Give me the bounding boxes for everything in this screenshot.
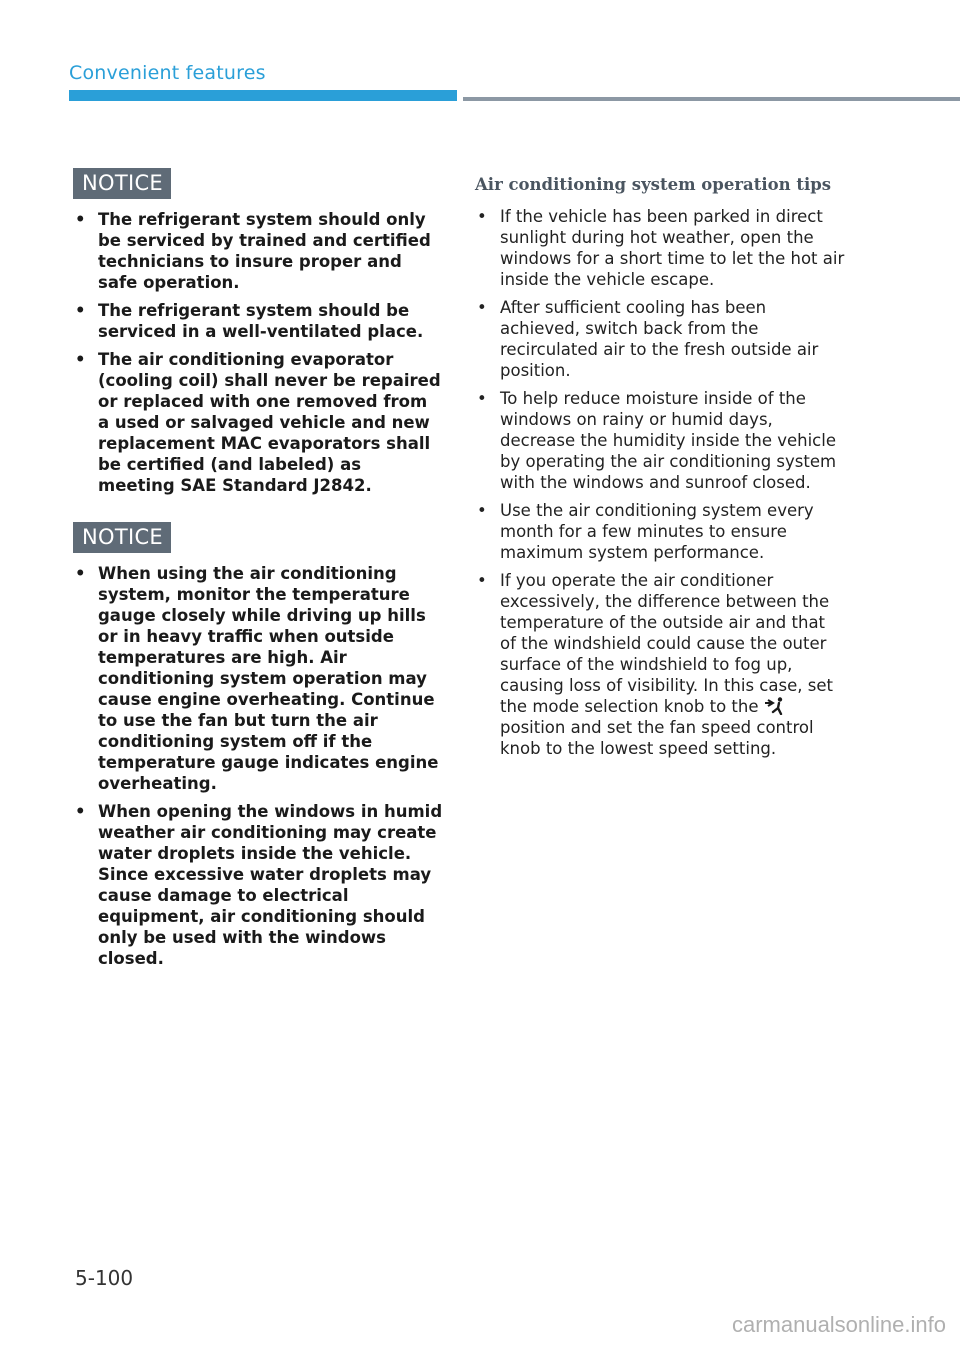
- page-number: 5-100: [75, 1266, 134, 1290]
- notice-item: • The air conditioning evaporator (cooling coil) shall never be repaired or replaced with one removed from a used or salvaged vehicle and new replacement MAC evaporators shall be certified (and labeled) as meeting SAE Standard J2842.: [73, 349, 443, 496]
- section-title: Convenient features: [69, 62, 266, 84]
- tip-item: • If the vehicle has been parked in direct sunlight during hot weather, open the windows for a short time to let the hot air inside the vehicle escape.: [475, 206, 845, 290]
- tip-item-mode: [475, 570, 845, 759]
- notice-badge: NOTICE: [73, 522, 171, 553]
- notice-refrigerant: [73, 168, 443, 496]
- tip-item: • Use the air conditioning system every month for a few minutes to ensure maximum system performance.: [475, 500, 845, 563]
- tips-list: [475, 206, 845, 759]
- notice-item: • When using the air conditioning system, monitor the temperature gauge closely while driving up hills or in heavy traffic when outside temperatures are high. Air conditioning system operation may cause engine overheating. Continue to use the fan but turn the air conditioning system off if the temperature gauge indicates engine overheating.: [73, 563, 443, 794]
- header-accent-bar: [69, 90, 457, 101]
- notice-list: [73, 209, 443, 496]
- tip-text: If you operate the air conditioner excessively, the difference between the temperature of the outside air and that of the windshield could cause the outer surface of the windshield to fog up, causing loss of visibility. In this case, set the mode selection knob to the: [500, 571, 833, 716]
- notice-ac-usage: [73, 522, 443, 969]
- face-vent-mode-icon: [764, 697, 784, 715]
- notice-badge: NOTICE: [73, 168, 171, 199]
- tip-item: • To help reduce moisture inside of the windows on rainy or humid days, decrease the humidity inside the vehicle by operating the air conditioning system with the windows and sunroof closed.: [475, 388, 845, 493]
- notice-item: • The refrigerant system should only be serviced by trained and certified technicians to insure proper and safe operation.: [73, 209, 443, 293]
- tips-heading: Air conditioning system operation tips: [475, 175, 832, 194]
- left-column: [73, 168, 443, 995]
- tip-item: • After sufficient cooling has been achieved, switch back from the recirculated air to the fresh outside air position.: [475, 297, 845, 381]
- right-column: [475, 168, 845, 766]
- watermark: carmanualsonline.info: [731, 1312, 946, 1337]
- notice-item: • The refrigerant system should be serviced in a well-ventilated place.: [73, 300, 443, 342]
- notice-list: [73, 563, 443, 969]
- header-rule: [463, 97, 960, 101]
- notice-item: • When opening the windows in humid weather air conditioning may create water droplets inside the vehicle. Since excessive water droplets may cause damage to electrical equipment, air conditioning should only be used with the windows closed.: [73, 801, 443, 969]
- tip-text: position and set the fan speed control knob to the lowest speed setting.: [500, 718, 814, 758]
